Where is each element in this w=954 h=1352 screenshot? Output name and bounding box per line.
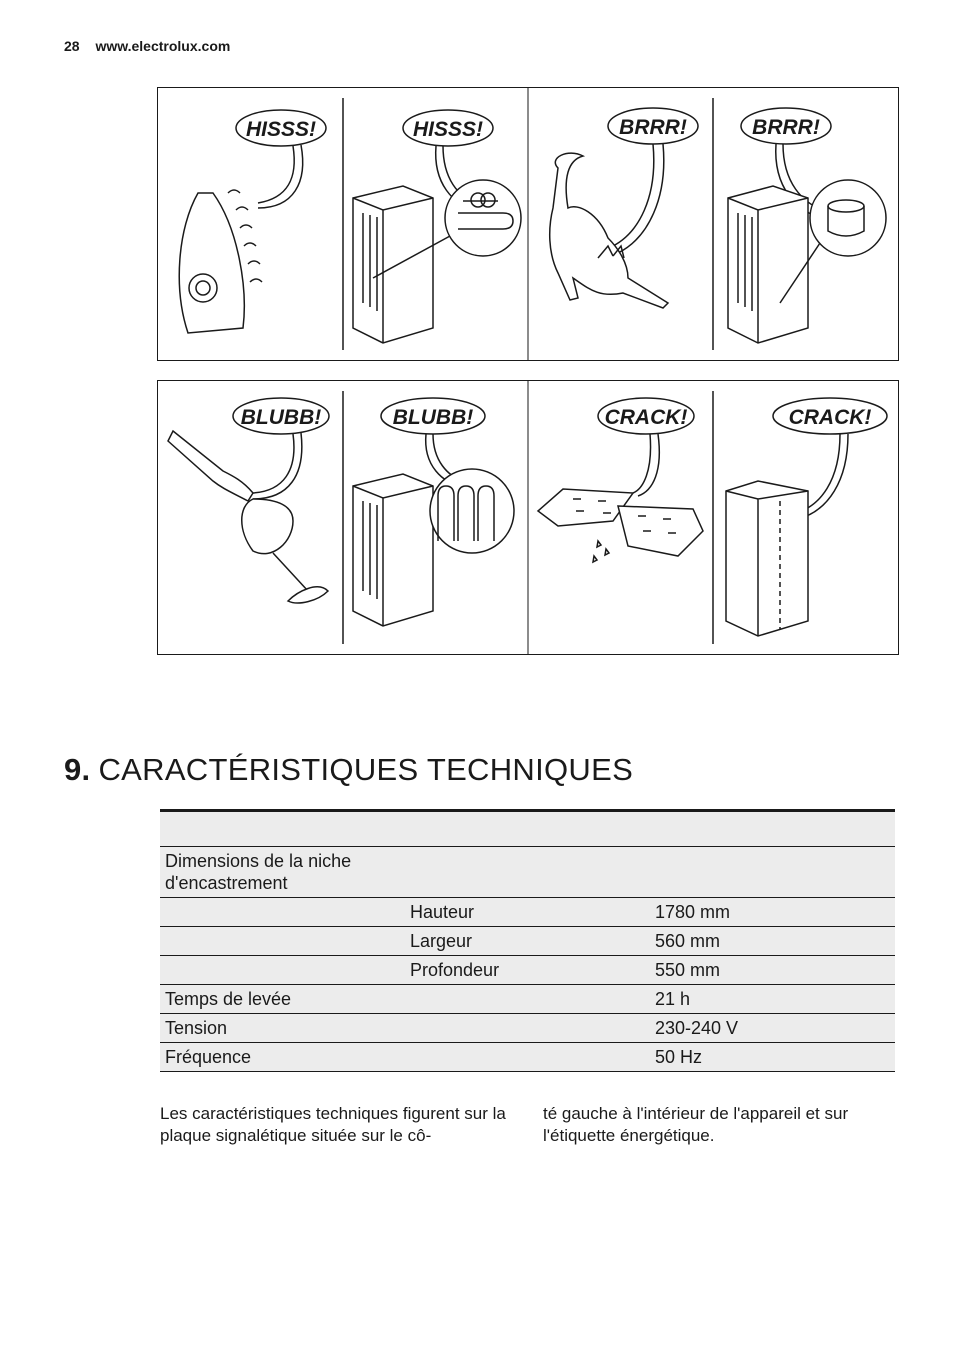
- page-number: 28: [64, 38, 80, 54]
- bubble-text: HISSS!: [245, 118, 317, 141]
- noise-illustration-row-2: [157, 380, 899, 655]
- noise-illustration-row-2-svg: [158, 381, 898, 654]
- bubble-text: BLUBB!: [240, 406, 322, 429]
- fridge-compressor-icon: [728, 108, 886, 343]
- table-row: Fréquence 50 Hz: [160, 1043, 895, 1072]
- table-row: Temps de levée 21 h: [160, 985, 895, 1014]
- table-row: Profondeur 550 mm: [160, 956, 895, 985]
- section-title-text: CARACTÉRISTIQUES TECHNIQUES: [98, 752, 634, 787]
- table-row: Tension 230-240 V: [160, 1014, 895, 1043]
- bubble-text: CRACK!: [788, 406, 872, 429]
- table-header-row: [160, 811, 895, 847]
- fridge-cabinet-icon: [726, 398, 887, 636]
- table-row: [160, 847, 895, 898]
- iron-steam-icon: [179, 110, 326, 333]
- footnote-col-1: Les caractéristiques techniques figurent sur la plaque signalétique située sur le cô-: [160, 1104, 506, 1145]
- bubble-text: BRRR!: [752, 116, 820, 139]
- bubble-text: HISSS!: [412, 118, 484, 141]
- specs-table: [160, 809, 895, 1072]
- section-number: 9.: [64, 752, 91, 787]
- website-url: www.electrolux.com: [95, 38, 231, 54]
- noise-illustration-row-1: [157, 87, 899, 361]
- bubble-text: BRRR!: [619, 116, 687, 139]
- bubble-text: CRACK!: [604, 406, 688, 429]
- bubble-text: BLUBB!: [392, 406, 474, 429]
- table-row: Hauteur 1780 mm: [160, 898, 895, 927]
- page-header: [64, 38, 230, 54]
- fridge-coil-icon: [353, 110, 521, 343]
- table-row: Largeur 560 mm: [160, 927, 895, 956]
- noise-illustration-row-1-svg: [158, 88, 898, 360]
- section-title: [64, 752, 633, 788]
- dimensions-label: Dimensions de la niche d'encastrement: [160, 847, 405, 898]
- footnote-col-2: té gauche à l'intérieur de l'appareil et sur l'étiquette énergétique.: [543, 1104, 849, 1145]
- fridge-pipes-icon: [353, 398, 514, 626]
